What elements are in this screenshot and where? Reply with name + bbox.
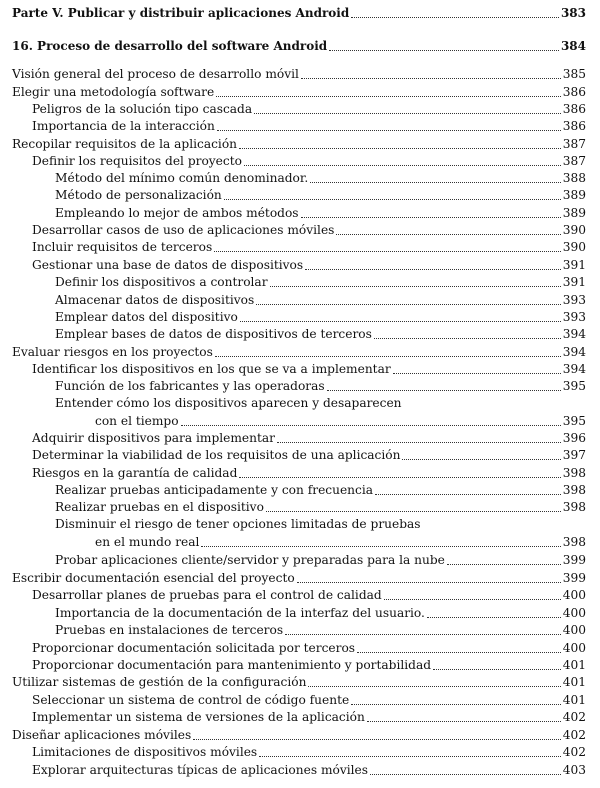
leader-dots [370, 774, 561, 775]
toc-entry-page: 386 [562, 102, 586, 116]
toc-entry-title: Escribir documentación esencial del proyecto [12, 571, 295, 585]
toc-entry-title: Proporcionar documentación solicitada por terceros [32, 641, 356, 655]
leader-dots [297, 582, 561, 583]
leader-dots [427, 617, 561, 618]
leader-dots [329, 50, 559, 51]
leader-dots [193, 739, 561, 740]
leader-dots [402, 459, 560, 460]
toc-entry-title: Empleando lo mejor de ambos métodos [55, 206, 299, 220]
leader-dots [301, 78, 561, 79]
toc-entry-title: Importancia de la documentación de la interfaz del usuario. [55, 606, 425, 620]
toc-entry-page: 400 [562, 588, 586, 602]
part-page: 383 [560, 6, 586, 20]
toc-entry-page: 393 [562, 293, 586, 307]
toc-entry-title: Riesgos en la garantía de calidad [32, 466, 238, 480]
toc-entry-page: 390 [562, 240, 586, 254]
toc-entry-page: 394 [562, 362, 586, 376]
toc-entry-page: 402 [562, 728, 586, 742]
toc-entry-page: 397 [562, 448, 586, 462]
toc-entry-title: Desarrollar planes de pruebas para el control de calidad [32, 588, 382, 602]
toc-entry-title: Importancia de la interacción [32, 119, 215, 133]
leader-dots [277, 442, 561, 443]
toc-entry-title: Diseñar aplicaciones móviles [12, 728, 192, 742]
toc-entry-page: 395 [562, 379, 586, 393]
leader-dots [239, 148, 561, 149]
toc-entry-page: 400 [562, 641, 586, 655]
leader-dots [201, 546, 560, 547]
toc-entry-page: 396 [562, 431, 586, 445]
toc-entry-title: Función de los fabricantes y las operadoras [55, 379, 325, 393]
toc-entry-title: Visión general del proceso de desarrollo móvil [12, 67, 299, 81]
toc-entry-page: 398 [562, 483, 586, 497]
leader-dots [244, 165, 561, 166]
toc-entry-page: 387 [562, 137, 586, 151]
leader-dots [310, 182, 560, 183]
chapter-title: 16. Proceso de desarrollo del software Android [12, 39, 328, 53]
leader-dots [256, 304, 561, 305]
toc-entry-page: 401 [562, 675, 586, 689]
toc-entry-title: Evaluar riesgos en los proyectos [12, 345, 213, 359]
toc-entry-page: 393 [562, 310, 586, 324]
toc-entry-title: Identificar los dispositivos en los que se va a implementar [32, 362, 391, 376]
toc-entry-title-cont: en el mundo real [95, 535, 200, 549]
leader-dots [181, 425, 561, 426]
leader-dots [285, 634, 561, 635]
leader-dots [308, 686, 560, 687]
toc-entry-page: 390 [562, 223, 586, 237]
leader-dots [224, 199, 561, 200]
leader-dots [254, 113, 561, 114]
toc-entry-title: Recopilar requisitos de la aplicación [12, 137, 238, 151]
toc-entry-page: 398 [562, 535, 586, 549]
toc-entry-page: 387 [562, 154, 586, 168]
toc-entry-title: Adquirir dispositivos para implementar [32, 431, 275, 445]
toc-entry-page: 401 [562, 658, 586, 672]
toc-entry-page: 402 [562, 745, 586, 759]
toc-entry-page: 398 [562, 500, 586, 514]
toc-entry-title: Limitaciones de dispositivos móviles [32, 745, 258, 759]
toc-entry-page: 401 [562, 693, 586, 707]
toc-entry-page: 394 [562, 345, 586, 359]
toc-entry-page: 395 [562, 414, 586, 428]
leader-dots [301, 217, 561, 218]
toc-entry-page: 394 [562, 327, 586, 341]
leader-dots [374, 338, 561, 339]
toc-entry-page: 385 [562, 67, 586, 81]
leader-dots [215, 356, 561, 357]
leader-dots [447, 564, 561, 565]
leader-dots [239, 477, 560, 478]
toc-entry-title: Desarrollar casos de uso de aplicaciones móviles [32, 223, 335, 237]
leader-dots [216, 96, 561, 97]
toc-entry-title: Realizar pruebas en el dispositivo [55, 500, 264, 514]
toc-entry-title: Método de personalización [55, 188, 222, 202]
toc-entry-title: Disminuir el riesgo de tener opciones limitadas de pruebas [55, 517, 421, 531]
leader-dots [351, 17, 559, 18]
toc-entry-title: Realizar pruebas anticipadamente y con frecuencia [55, 483, 374, 497]
toc-entry-page: 400 [562, 606, 586, 620]
toc-entry-title: Almacenar datos de dispositivos [55, 293, 255, 307]
toc-entry-title: Probar aplicaciones cliente/servidor y preparadas para la nube [55, 553, 445, 567]
leader-dots [305, 269, 561, 270]
toc-entry-title: Definir los requisitos del proyecto [32, 154, 242, 168]
leader-dots [357, 652, 561, 653]
toc-entry-page: 386 [562, 119, 586, 133]
toc-entry-page: 399 [562, 571, 586, 585]
toc-entry-page: 399 [562, 553, 586, 567]
leader-dots [240, 321, 561, 322]
toc-entry-page: 391 [562, 275, 586, 289]
leader-dots [214, 251, 561, 252]
leader-dots [336, 234, 560, 235]
leader-dots [433, 669, 561, 670]
toc-entry-title: Peligros de la solución tipo cascada [32, 102, 253, 116]
toc-entry-title: Determinar la viabilidad de los requisitos de una aplicación [32, 448, 401, 462]
toc-entry-title: Emplear bases de datos de dispositivos de terceros [55, 327, 372, 341]
leader-dots [367, 721, 561, 722]
toc-entry-title: Seleccionar un sistema de control de código fuente [32, 693, 350, 707]
toc-entry-title: Elegir una metodología software [12, 85, 215, 99]
chapter-page: 384 [560, 39, 586, 53]
toc-entry-page: 388 [562, 171, 586, 185]
toc-entry-title: Explorar arquitecturas típicas de aplicaciones móviles [32, 763, 368, 777]
toc-entry-title: Implementar un sistema de versiones de la aplicación [32, 710, 365, 724]
toc-entry-title: Método del mínimo común denominador. [55, 171, 309, 185]
toc-entry-title: Utilizar sistemas de gestión de la configuración [12, 675, 307, 689]
toc-entry-page: 402 [562, 710, 586, 724]
leader-dots [266, 511, 561, 512]
leader-dots [393, 373, 561, 374]
toc-entry-page: 398 [562, 466, 586, 480]
part-title: Parte V. Publicar y distribuir aplicaciones Android [12, 6, 350, 20]
leader-dots [270, 286, 561, 287]
toc-entry-page: 403 [562, 763, 586, 777]
leader-dots [351, 704, 561, 705]
toc-entry-title-cont: con el tiempo [95, 414, 179, 428]
toc-entry-page: 389 [562, 206, 586, 220]
leader-dots [384, 599, 561, 600]
toc-entry-title: Gestionar una base de datos de dispositivos [32, 258, 304, 272]
leader-dots [327, 390, 561, 391]
toc-entry-page: 389 [562, 188, 586, 202]
toc-entry-title: Pruebas en instalaciones de terceros [55, 623, 284, 637]
toc-entry-page: 400 [562, 623, 586, 637]
leader-dots [375, 494, 561, 495]
toc-entry-title: Entender cómo los dispositivos aparecen y desaparecen [55, 396, 402, 410]
toc-entry-title: Incluir requisitos de terceros [32, 240, 213, 254]
toc-entry-title: Proporcionar documentación para mantenimiento y portabilidad [32, 658, 432, 672]
toc-entry-page: 391 [562, 258, 586, 272]
toc-entry-page: 386 [562, 85, 586, 99]
toc-entry-title: Emplear datos del dispositivo [55, 310, 238, 324]
toc-entry-title: Definir los dispositivos a controlar [55, 275, 268, 289]
leader-dots [217, 130, 561, 131]
leader-dots [259, 756, 561, 757]
